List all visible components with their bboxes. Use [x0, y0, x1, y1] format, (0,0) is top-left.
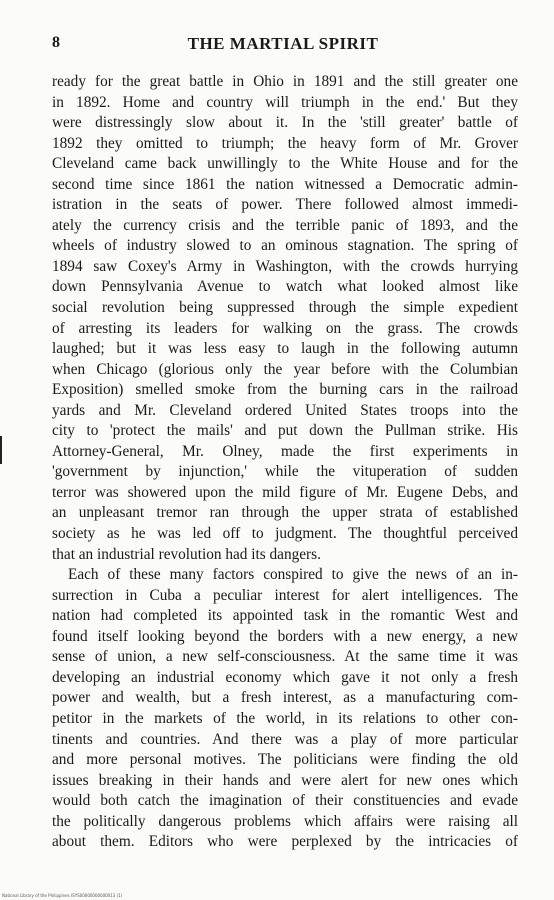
text-line: petitor in the markets of the world, in its relations to other con- [52, 709, 518, 727]
text-line: nation had completed its appointed task in the romantic West and [52, 607, 518, 625]
paragraph [52, 72, 518, 565]
text-line: city to 'protect the mails' and put down the Pullman strike. His [52, 422, 518, 440]
text-line: terror was showered upon the mild figure of Mr. Eugene Debs, and [52, 483, 518, 501]
paragraph [52, 565, 518, 853]
text-line: when Chicago (glorious only the year before with the Columbian [52, 360, 518, 378]
text-line: 'government by injunction,' while the vituperation of sudden [52, 463, 518, 481]
text-line: in 1892. Home and country will triumph in the end.' But they [52, 93, 518, 111]
text-line: istration in the seats of power. There followed almost immedi- [52, 196, 518, 214]
running-title: THE MARTIAL SPIRIT [187, 34, 379, 53]
page-header [52, 34, 514, 56]
text-line: social revolution being suppressed through the simple expedient [52, 299, 518, 317]
text-line: society as he was led off to judgment. The thoughtful perceived [52, 525, 518, 543]
text-line: of arresting its leaders for walking on the grass. The crowds [52, 319, 518, 337]
text-line: about them. Editors who were perplexed by the intricacies of [52, 833, 518, 851]
text-line: ready for the great battle in Ohio in 1891 and the still greater one [52, 73, 518, 90]
body-text [52, 72, 518, 853]
text-line: were distressingly slow about it. In the 'still greater' battle of [52, 114, 518, 132]
text-line: sense of union, a new self-consciousness. At the same time it was [52, 648, 518, 666]
text-line: power and wealth, but a fresh interest, as a manufacturing com- [52, 689, 518, 707]
text-line: Cleveland came back unwillingly to the White House and for the [52, 155, 518, 173]
text-line: surrection in Cuba a peculiar interest for alert intelligences. The [52, 586, 518, 604]
text-line: Each of these many factors conspired to give the news of an in- [68, 566, 518, 584]
text-line: Attorney-General, Mr. Olney, made the first experiments in [52, 442, 518, 460]
text-line: that an industrial revolution had its dangers. [52, 545, 321, 563]
text-line: found itself looking beyond the borders with a new energy, a new [52, 627, 518, 645]
text-line: down Pennsylvania Avenue to watch what looked almost like [52, 278, 518, 296]
text-line: and more personal motives. The politicians were finding the old [52, 751, 518, 769]
text-line: the politically dangerous problems which affairs were raising all [52, 812, 518, 830]
text-line: Exposition) smelled smoke from the burning cars in the railroad [52, 381, 518, 399]
text-line: ately the currency crisis and the terrible panic of 1893, and the [52, 216, 518, 234]
text-line: tinents and countries. And there was a play of more particular [52, 730, 518, 748]
text-line: second time since 1861 the nation witnessed a Democratic admin- [52, 175, 518, 193]
scan-footer: National Library of the Philippines ISYS00000000000013 (1) [2, 893, 123, 898]
margin-mark [0, 436, 2, 464]
text-line: developing an industrial economy which gave it not only a fresh [52, 668, 518, 686]
text-line: issues breaking in their hands and were alert for new ones which [52, 771, 518, 789]
page-number: 8 [52, 34, 60, 51]
text-line: yards and Mr. Cleveland ordered United States troops into the [52, 401, 518, 419]
text-line: an unpleasant tremor ran through the upper strata of established [52, 504, 518, 522]
text-line: 1892 they omitted to triumph; the heavy form of Mr. Grover [52, 134, 518, 152]
text-line: wheels of industry slowed to an ominous stagnation. The spring of [52, 237, 518, 255]
text-line: 1894 saw Coxey's Army in Washington, with the crowds hurrying [52, 257, 518, 275]
text-line: would both catch the imagination of their constituencies and evade [52, 792, 518, 810]
text-line: laughed; but it was less easy to laugh in the following autumn [52, 340, 518, 358]
